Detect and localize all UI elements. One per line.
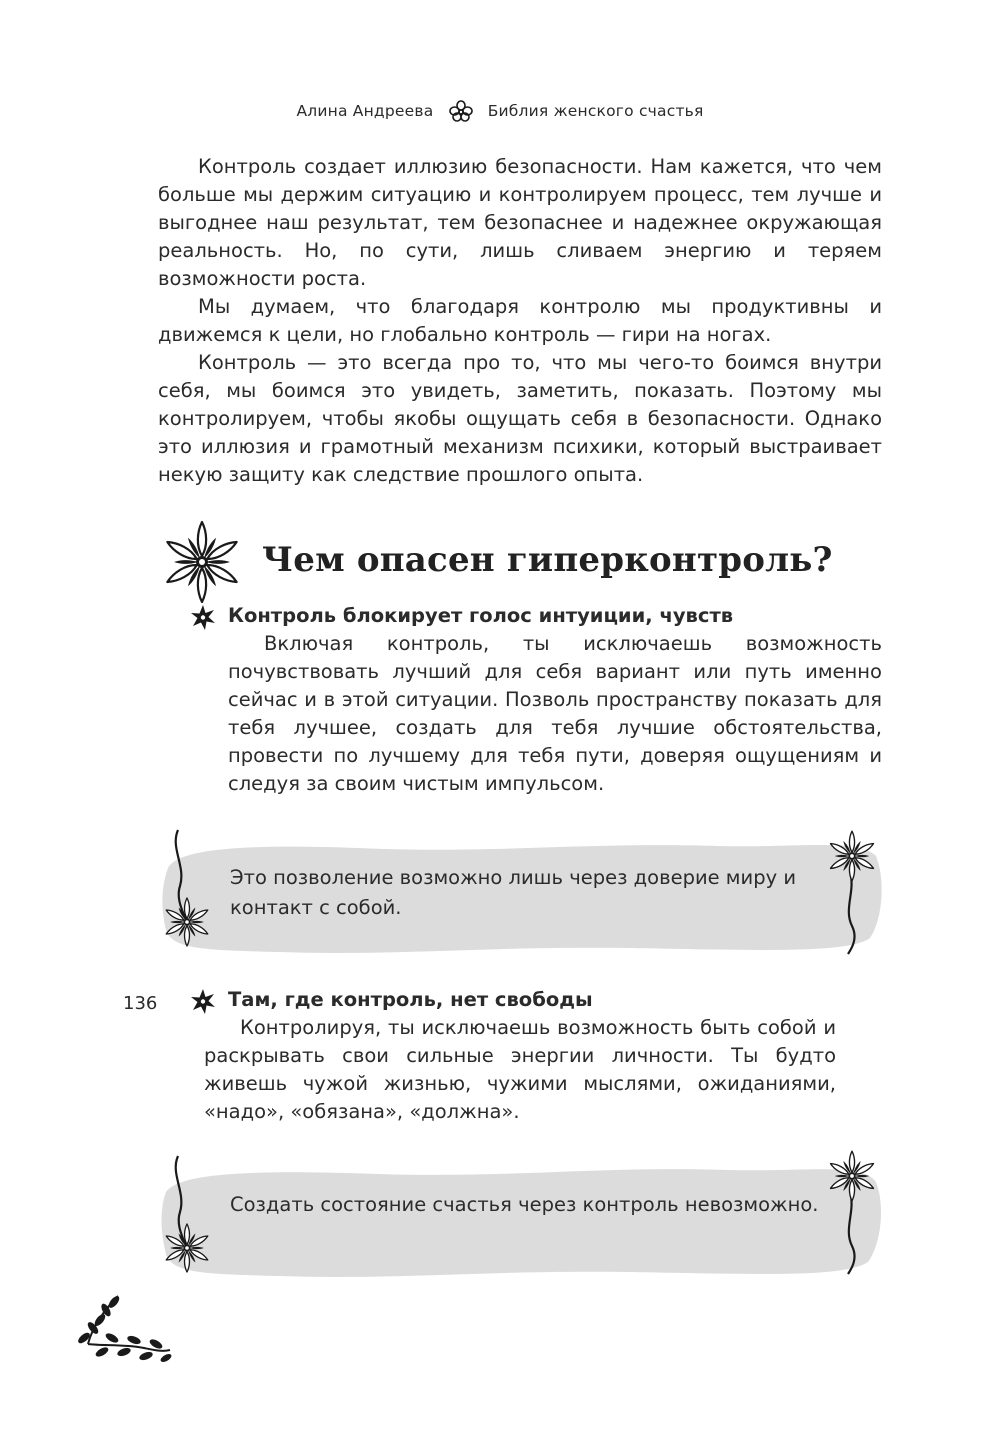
header-author: Алина Андреева (296, 102, 434, 120)
flower-stem-right-icon (818, 1146, 888, 1276)
star-bullet-icon (190, 604, 216, 630)
section-heading: Чем опасен гиперконтроль? (262, 540, 833, 580)
point-title: Там, где контроль, нет свободы (228, 988, 593, 1011)
flower-ornament-icon (156, 516, 248, 608)
point-body: Контролируя, ты исключаешь возможность быть собой и раскрывать свои сильные энергии личности. Ты будто живешь чужой жизнью, чужими мыслями, ожиданиями, «надо», «обязана», «должна». (204, 1016, 836, 1123)
flower-stem-right-icon (818, 826, 888, 956)
star-bullet-icon (190, 988, 216, 1014)
point-title: Контроль блокирует голос интуиции, чувств (228, 604, 734, 627)
intro-paragraph: Контроль — это всегда про то, что мы чего-то боимся внутри себя, мы боимся это увидеть, заметить, показать. Поэтому мы контролируем, чтобы якобы ощущать себя в безопасности. Однако это иллюзия и грамотный механизм психики, который выстраивает некую защиту как следствие прошлого опыта. (158, 351, 882, 486)
callout-text: Создать состояние счастья через контроль невозможно. (230, 1193, 819, 1216)
running-header (0, 100, 1000, 122)
point-body: Включая контроль, ты исключаешь возможность почувствовать лучший для себя вариант или путь именно сейчас и в этой ситуации. Позволь пространству показать для тебя лучшее, создать для тебя лучшие обстоятельства, провести по лучшему для тебя пути, доверяя ощущениям и следуя за своим чистым импульсом. (228, 632, 882, 795)
callout-text: Это позволение возможно лишь через доверие миру и контакт с собой. (230, 866, 796, 919)
point-section (228, 986, 908, 1014)
point-section (228, 602, 908, 630)
flower-icon (449, 100, 473, 122)
page-number: 136 (123, 993, 158, 1014)
intro-paragraph: Контроль создает иллюзию безопасности. Нам кажется, что чем больше мы держим ситуацию и контролируем процесс, тем лучше и выгоднее наш результат, тем безопаснее и надежнее окружающая реальность. Но, по сути, лишь сливаем энергию и теряем возможности роста. (158, 155, 882, 290)
flower-stem-left-icon (156, 1152, 226, 1282)
leaf-branch-icon (74, 1288, 174, 1368)
intro-text (158, 153, 882, 489)
header-book-title: Библия женского счастья (487, 102, 704, 120)
intro-paragraph: Мы думаем, что благодаря контролю мы продуктивны и движемся к цели, но глобально контроль — гири на ногах. (158, 295, 882, 346)
flower-stem-left-icon (156, 826, 226, 956)
